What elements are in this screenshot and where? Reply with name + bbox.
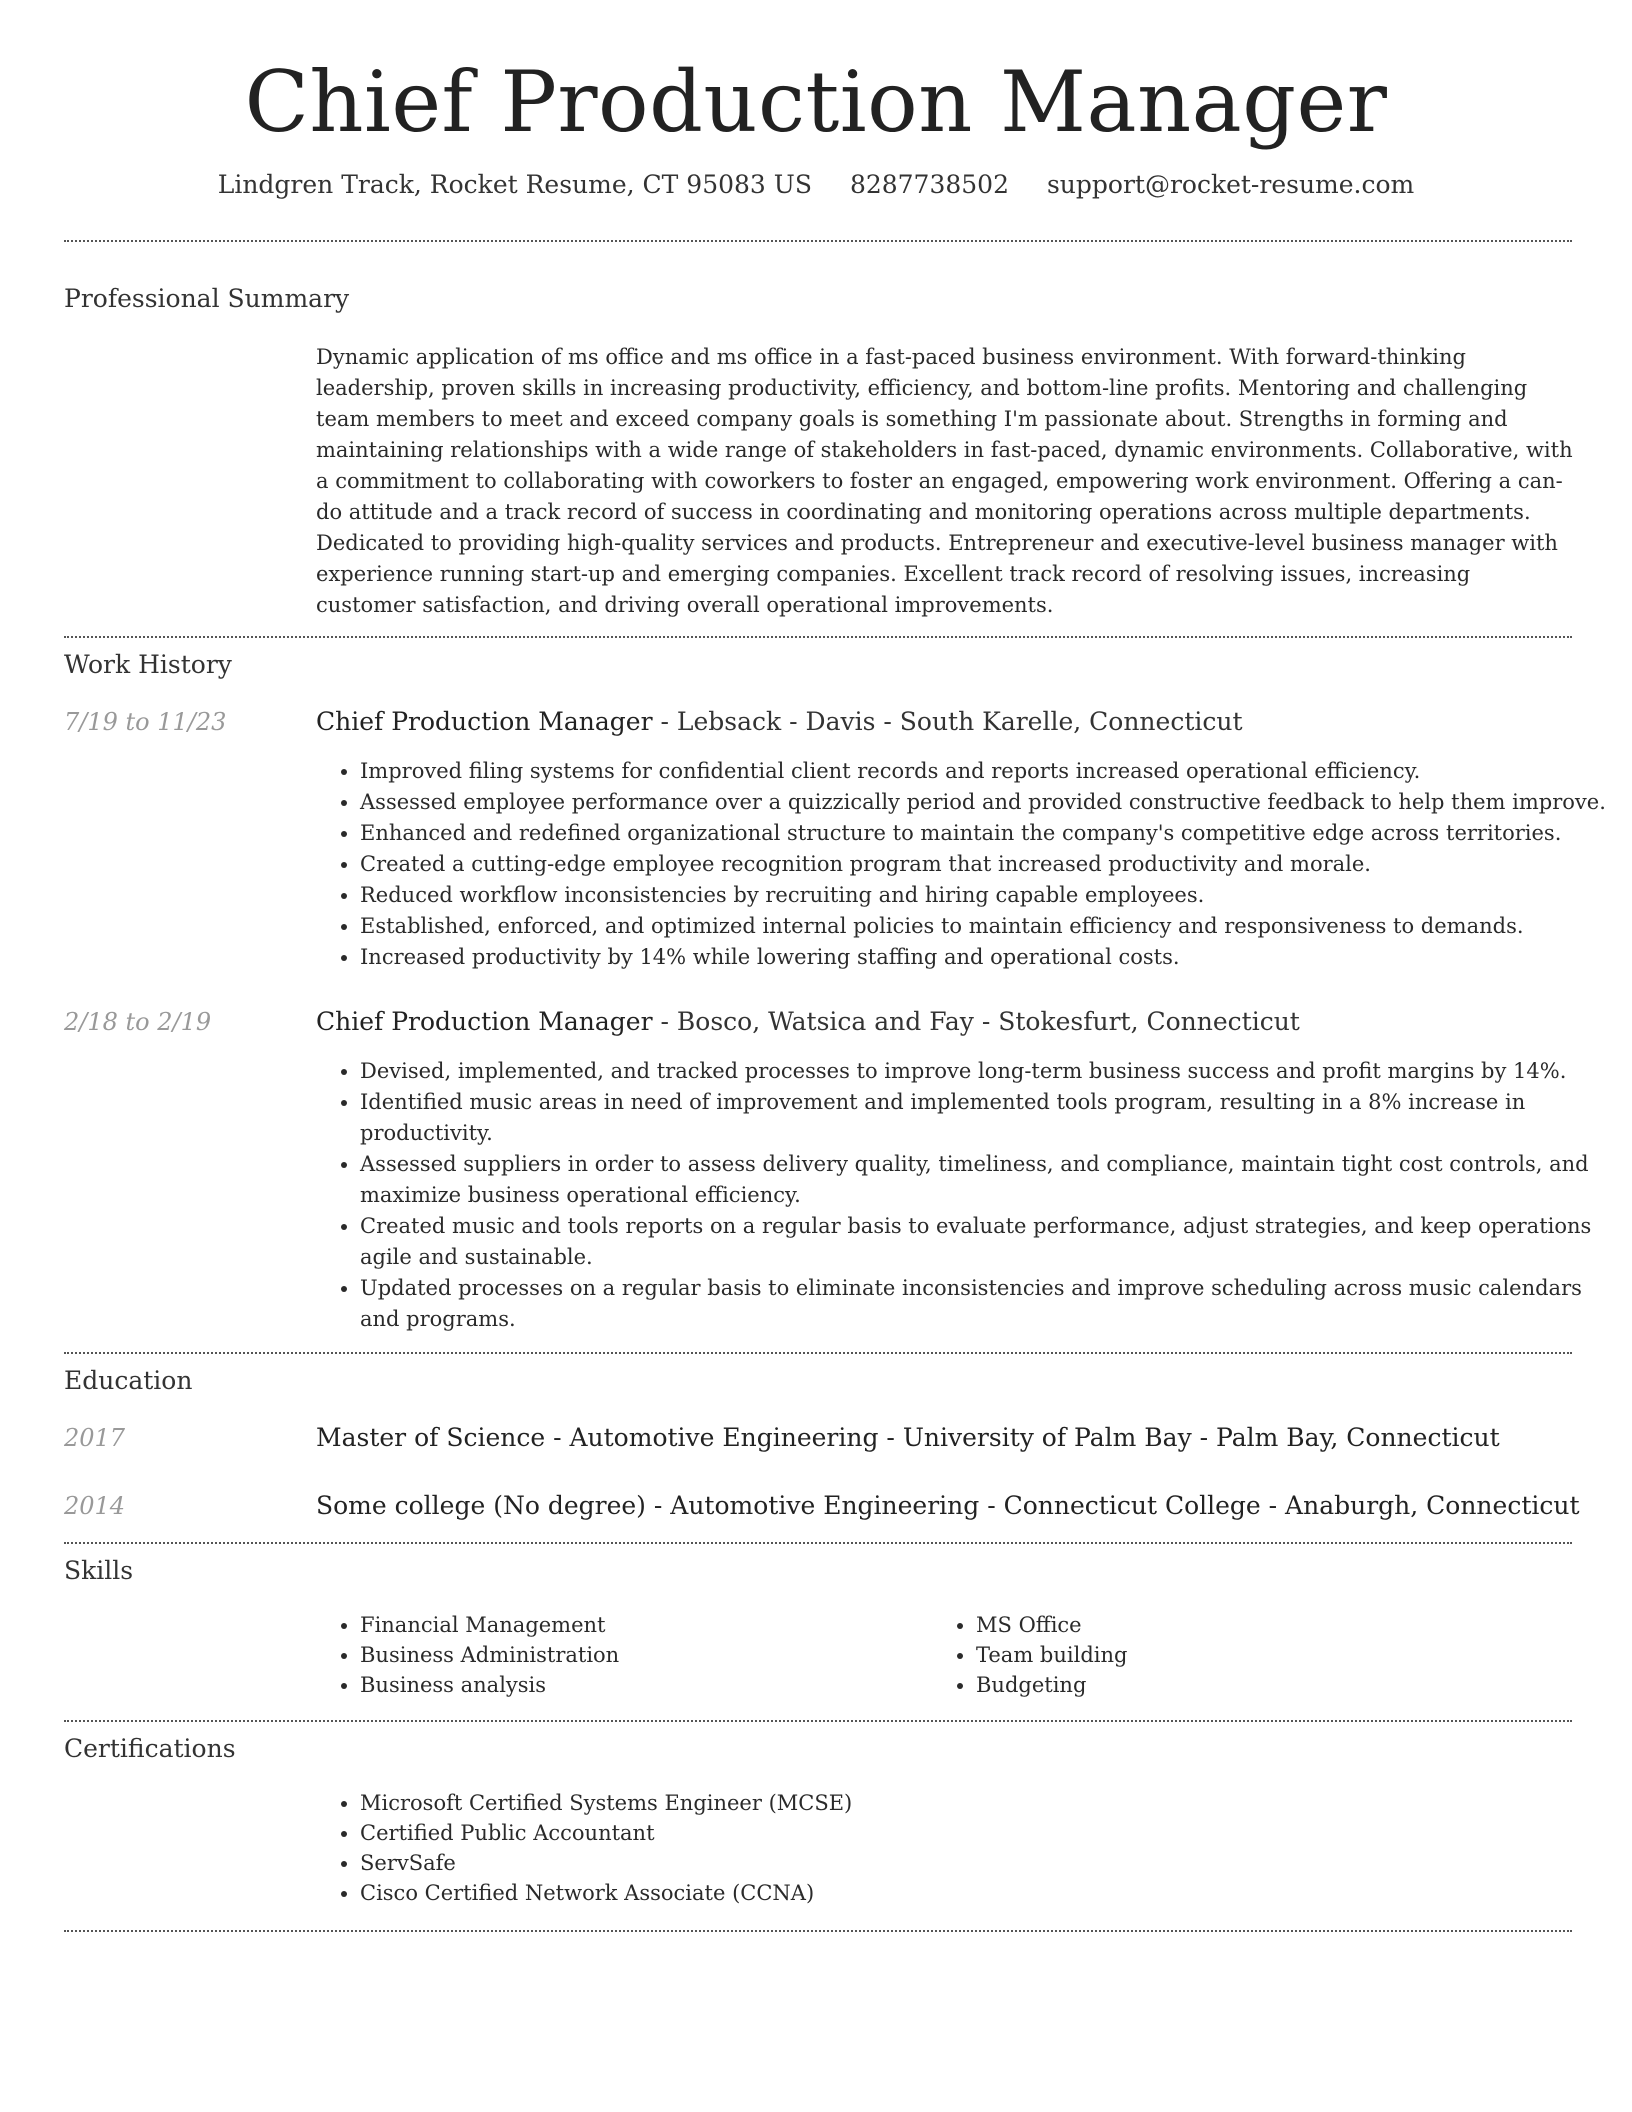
divider xyxy=(64,1930,1572,1932)
list-item: • Financial Management xyxy=(360,1610,960,1640)
list-item: • Identified music areas in need of improvement and implemented tools program, resulting in a 8% increase in productivity. xyxy=(360,1087,1620,1149)
job-dates: 2/18 to 2/19 xyxy=(64,1008,212,1036)
job-role: Chief Production Manager xyxy=(316,707,653,736)
list-item: • Assessed employee performance over a quizzically period and provided constructive feedback to help them improve. xyxy=(360,787,1620,818)
list-item: • Business analysis xyxy=(360,1670,960,1700)
divider xyxy=(64,240,1572,242)
contact-line xyxy=(0,170,1632,199)
list-item: • Updated processes on a regular basis to eliminate inconsistencies and improve scheduling across music calendars and programs. xyxy=(360,1273,1620,1335)
list-item: • Reduced workflow inconsistencies by recruiting and hiring capable employees. xyxy=(360,880,1620,911)
list-item: • Cisco Certified Network Associate (CCNA) xyxy=(360,1878,1360,1908)
job-dates: 7/19 to 11/23 xyxy=(64,708,227,736)
list-item: • Enhanced and redefined organizational structure to maintain the company's competitive edge across territories. xyxy=(360,818,1620,849)
skills-list-right xyxy=(932,1610,1576,1700)
candidate-name: Chief Production Manager xyxy=(244,53,1388,151)
list-item: • Business Administration xyxy=(360,1640,960,1670)
list-item: • Created music and tools reports on a regular basis to evaluate performance, adjust strategies, and keep operations agile and sustainable. xyxy=(360,1211,1620,1273)
education-year: 2017 xyxy=(64,1424,126,1452)
section-title-skills: Skills xyxy=(64,1556,134,1585)
list-item: • ServSafe xyxy=(360,1848,1360,1878)
list-item: • Improved filing systems for confidential client records and reports increased operational efficiency. xyxy=(360,756,1620,787)
certifications-list xyxy=(316,1788,1360,1908)
job-bullets xyxy=(316,1056,1620,1335)
list-item: • Devised, implemented, and tracked processes to improve long-term business success and profit margins by 14%. xyxy=(360,1056,1620,1087)
list-item: • Team building xyxy=(976,1640,1576,1670)
contact-email: support@rocket-resume.com xyxy=(1046,170,1415,199)
divider xyxy=(64,636,1572,638)
job-details: - Lebsack - Davis - South Karelle, Connecticut xyxy=(652,707,1243,736)
education-year: 2014 xyxy=(64,1492,126,1520)
section-title-certifications: Certifications xyxy=(64,1734,236,1763)
divider xyxy=(64,1542,1572,1544)
list-item: • Microsoft Certified Systems Engineer (MCSE) xyxy=(360,1788,1360,1818)
list-item: • Established, enforced, and optimized internal policies to maintain efficiency and responsiveness to demands. xyxy=(360,911,1620,942)
list-item: • Budgeting xyxy=(976,1670,1576,1700)
list-item: • Increased productivity by 14% while lowering staffing and operational costs. xyxy=(360,942,1620,973)
job-bullets xyxy=(316,756,1620,973)
divider xyxy=(64,1352,1572,1354)
summary-text: Dynamic application of ms office and ms office in a fast-paced business environment. With forward-thinking leadership, proven skills in increasing productivity, efficiency, and bottom-line profits. Mentoring and challenging team members to meet and exceed company goals is something I'm passionate about. Strengths in forming and maintaining relationships with a wide range of stakeholders in fast-paced, dynamic environments. Collaborative, with a commitment to collaborating with coworkers to foster an engaged, empowering work environment. Offering a can-do attitude and a track record of success in coordinating and monitoring operations across multiple departments. Dedicated to providing high-quality services and products. Entrepreneur and executive-level business manager with experience running start-up and emerging companies. Excellent track record of resolving issues, increasing customer satisfaction, and driving overall operational improvements. xyxy=(316,345,1573,617)
job-role: Chief Production Manager xyxy=(316,1007,653,1036)
section-title-education: Education xyxy=(64,1366,193,1395)
skills-list-left xyxy=(316,1610,960,1700)
list-item: • MS Office xyxy=(976,1610,1576,1640)
job-title xyxy=(316,707,1243,736)
contact-address: Lindgren Track, Rocket Resume, CT 95083 US xyxy=(217,170,812,199)
list-item: • Assessed suppliers in order to assess delivery quality, timeliness, and compliance, maintain tight cost controls, and maximize business operational efficiency. xyxy=(360,1149,1620,1211)
divider xyxy=(64,1720,1572,1722)
list-item: • Certified Public Accountant xyxy=(360,1818,1360,1848)
job-details: - Bosco, Watsica and Fay - Stokesfurt, Connecticut xyxy=(652,1007,1300,1036)
education-entry: Master of Science - Automotive Engineering - University of Palm Bay - Palm Bay, Connecticut xyxy=(316,1423,1500,1452)
job-title xyxy=(316,1007,1300,1036)
contact-phone: 8287738502 xyxy=(849,170,1009,199)
list-item: • Created a cutting-edge employee recognition program that increased productivity and morale. xyxy=(360,849,1620,880)
education-entry: Some college (No degree) - Automotive Engineering - Connecticut College - Anaburgh, Connecticut xyxy=(316,1491,1580,1520)
section-title-summary: Professional Summary xyxy=(64,284,350,313)
section-title-work-history: Work History xyxy=(64,650,232,679)
